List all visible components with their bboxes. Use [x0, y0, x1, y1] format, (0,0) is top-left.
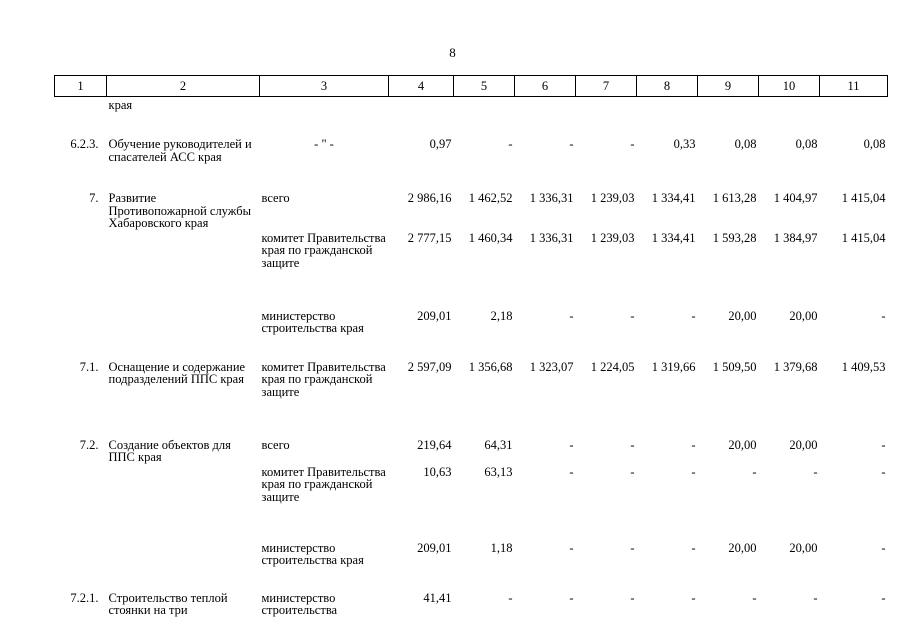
value-cell: - — [630, 590, 635, 605]
value-cell: - — [752, 464, 757, 479]
value-cell: 219,64 — [417, 437, 452, 452]
value-cell: 0,33 — [673, 137, 696, 151]
value-cell: - — [630, 464, 635, 479]
header-cell: 8 — [637, 76, 698, 97]
value-cell: 1 415,04 — [841, 191, 886, 205]
value-cell: 209,01 — [417, 308, 452, 323]
row-name — [107, 308, 260, 359]
row-code: 7.2. — [79, 437, 99, 452]
value-cell: 1 593,28 — [712, 230, 757, 245]
table-row — [55, 230, 888, 308]
row-source: министерство строительства края — [261, 308, 364, 335]
row-code — [55, 230, 107, 308]
value-cell: 1 239,03 — [590, 191, 635, 205]
table-row — [55, 436, 888, 464]
value-cell: 2 777,15 — [407, 230, 452, 245]
row-source: комитет Правительства края по гражданской защите — [261, 464, 386, 504]
value-cell: - — [881, 540, 886, 555]
header-cell: 4 — [389, 76, 454, 97]
value-cell: - — [569, 437, 574, 452]
value-cell: - — [691, 308, 696, 323]
header-cell: 2 — [107, 76, 260, 97]
table-row — [55, 97, 888, 137]
value-cell: - — [691, 590, 696, 605]
row-name: Оснащение и содержание подразделений ППС края — [108, 359, 246, 386]
value-cell: 1 239,03 — [590, 230, 635, 245]
value-cell: - — [691, 437, 696, 452]
value-cell: 1 613,28 — [712, 191, 757, 205]
value-cell: - — [881, 464, 886, 479]
value-cell: - — [569, 540, 574, 555]
value-cell — [389, 97, 454, 137]
value-cell: 1 379,68 — [773, 359, 818, 374]
value-cell: - — [813, 464, 818, 479]
header-cell: 10 — [759, 76, 820, 97]
row-name — [107, 230, 260, 308]
value-cell: - — [569, 464, 574, 479]
value-cell: 1 509,50 — [712, 359, 757, 374]
table-body — [55, 97, 888, 626]
row-source: всего — [261, 437, 290, 452]
header-cell: 6 — [515, 76, 576, 97]
row-name: Создание объектов для ППС края — [108, 437, 231, 464]
value-cell: 0,08 — [734, 137, 757, 151]
value-cell: 1 415,04 — [841, 230, 886, 245]
value-cell: - — [569, 590, 574, 605]
row-source: всего — [261, 191, 290, 205]
value-cell — [576, 97, 637, 137]
value-cell: 1 356,68 — [468, 359, 513, 374]
value-cell: 1 336,31 — [529, 191, 574, 205]
row-name — [107, 464, 260, 538]
row-code — [55, 97, 107, 137]
value-cell: 1 462,52 — [468, 191, 513, 205]
value-cell: 2,18 — [490, 308, 513, 323]
value-cell: - — [881, 437, 886, 452]
row-source: - " - — [314, 137, 334, 151]
header-cell: 3 — [260, 76, 389, 97]
table-row — [55, 586, 888, 626]
row-source: министерство строительства — [261, 590, 338, 617]
row-code: 7. — [89, 191, 99, 205]
value-cell — [454, 97, 515, 137]
value-cell: - — [881, 308, 886, 323]
table-row — [55, 308, 888, 359]
value-cell: 20,00 — [789, 308, 818, 323]
value-cell: 209,01 — [417, 540, 452, 555]
header-cell: 5 — [454, 76, 515, 97]
table-row — [55, 186, 888, 230]
value-cell: - — [508, 590, 513, 605]
row-name — [107, 538, 260, 586]
value-cell: - — [508, 137, 513, 151]
value-cell: 64,31 — [484, 437, 513, 452]
value-cell: 1 224,05 — [590, 359, 635, 374]
value-cell: 20,00 — [728, 437, 757, 452]
table-row — [55, 359, 888, 436]
header-cell: 1 — [55, 76, 107, 97]
row-name: Развитие Противопожарной службы Хабаровского края — [108, 191, 251, 230]
value-cell: 1 336,31 — [529, 230, 574, 245]
value-cell: 1 404,97 — [773, 191, 818, 205]
value-cell: - — [691, 464, 696, 479]
table-header-row — [55, 76, 888, 97]
value-cell: 2 597,09 — [407, 359, 452, 374]
row-code: 7.1. — [79, 359, 99, 374]
value-cell: 0,08 — [795, 137, 818, 151]
value-cell: 41,41 — [423, 590, 452, 605]
row-source: министерство строительства края — [261, 540, 364, 567]
table-row — [55, 538, 888, 586]
value-cell: 0,97 — [429, 137, 452, 151]
value-cell: 2 986,16 — [407, 191, 452, 205]
value-cell: 1 334,41 — [651, 191, 696, 205]
row-source: комитет Правительства края по гражданской защите — [261, 359, 386, 399]
header-cell: 9 — [698, 76, 759, 97]
table-row — [55, 136, 888, 186]
value-cell: - — [630, 137, 635, 151]
value-cell: 1,18 — [490, 540, 513, 555]
value-cell: - — [881, 590, 886, 605]
value-cell — [515, 97, 576, 137]
value-cell: - — [630, 437, 635, 452]
row-source — [260, 97, 389, 137]
value-cell: - — [813, 590, 818, 605]
value-cell: 63,13 — [484, 464, 513, 479]
value-cell: - — [630, 540, 635, 555]
row-code — [55, 464, 107, 538]
header-cell: 7 — [576, 76, 637, 97]
value-cell: 20,00 — [789, 437, 818, 452]
header-cell: 11 — [820, 76, 888, 97]
row-source: комитет Правительства края по гражданской защите — [261, 230, 386, 270]
row-code: 6.2.3. — [70, 137, 99, 151]
row-code — [55, 308, 107, 359]
value-cell — [637, 97, 698, 137]
value-cell: 1 460,34 — [468, 230, 513, 245]
row-name: края — [108, 98, 133, 112]
value-cell: 1 323,07 — [529, 359, 574, 374]
value-cell — [759, 97, 820, 137]
value-cell: 0,08 — [863, 137, 886, 151]
row-code — [55, 538, 107, 586]
value-cell: 10,63 — [423, 464, 452, 479]
value-cell — [698, 97, 759, 137]
value-cell: 20,00 — [789, 540, 818, 555]
value-cell: 1 334,41 — [651, 230, 696, 245]
value-cell: 20,00 — [728, 540, 757, 555]
value-cell: 20,00 — [728, 308, 757, 323]
budget-table — [54, 75, 888, 626]
value-cell: - — [569, 137, 574, 151]
value-cell: 1 319,66 — [651, 359, 696, 374]
table-row — [55, 464, 888, 538]
value-cell: - — [630, 308, 635, 323]
value-cell: - — [691, 540, 696, 555]
value-cell — [820, 97, 888, 137]
row-name: Строительство теплой стоянки на три — [108, 590, 228, 617]
page-number: 8 — [449, 45, 456, 60]
value-cell: 1 384,97 — [773, 230, 818, 245]
value-cell: - — [752, 590, 757, 605]
value-cell: - — [569, 308, 574, 323]
row-code: 7.2.1. — [70, 590, 99, 605]
value-cell: 1 409,53 — [841, 359, 886, 374]
row-name: Обучение руководителей и спасателей АСС края — [108, 137, 252, 164]
